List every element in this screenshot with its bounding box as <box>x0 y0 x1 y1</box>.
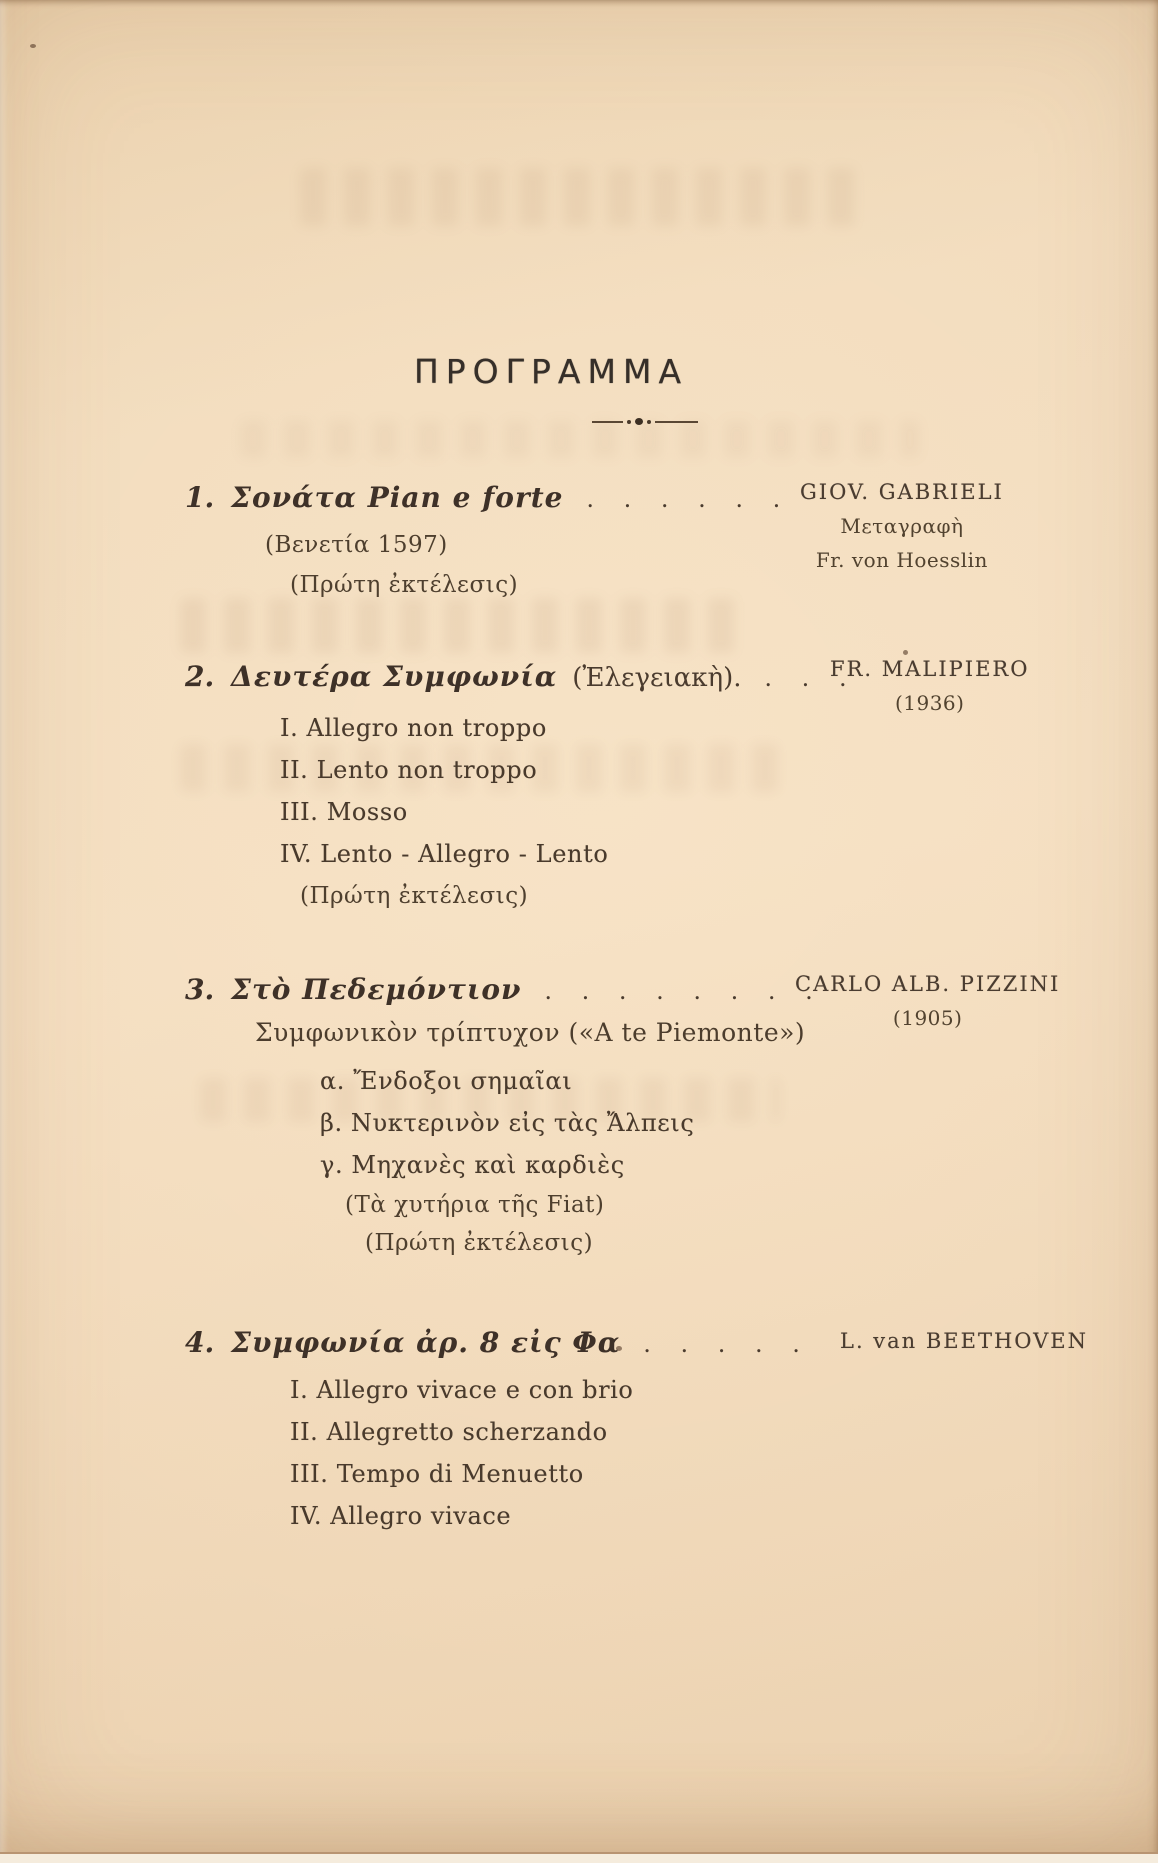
item-number: 1. <box>185 481 215 514</box>
movement-line: γ. Μηχανὲς καὶ καρδιὲς <box>320 1151 625 1179</box>
movement-line: β. Νυκτερινὸν εἰς τὰς Ἄλπεις <box>320 1109 695 1137</box>
work-note: (Βενετία 1597) <box>265 532 448 558</box>
movement-line: IV. Lento - Allegro - Lento <box>280 840 609 868</box>
work-title: Συμφωνία ἀρ. 8 εἰς Φα <box>231 1326 621 1359</box>
program-item-3 <box>0 973 1158 1262</box>
movement-list <box>290 1369 1158 1537</box>
movement-line: I. Allegro vivace e con brio <box>290 1376 634 1404</box>
composer-name: GIOV. GABRIELI <box>800 480 1004 504</box>
item-number: 4. <box>185 1326 215 1359</box>
movement-list <box>280 707 1158 875</box>
composer-note: Fr. von Hoesslin <box>815 548 988 572</box>
divider-dot <box>635 418 643 425</box>
composer-block <box>800 477 1004 575</box>
page-title: ΠΡΟΓΡΑΜΜΑ <box>413 352 689 391</box>
movement-line: III. Mosso <box>280 798 408 826</box>
divider-line <box>592 421 623 423</box>
work-note: (Πρώτη ἐκτέλεσις) <box>290 572 519 598</box>
program-item-1 <box>0 481 1158 598</box>
program-item-heading <box>185 481 1158 516</box>
movement-line: IV. Allegro vivace <box>290 1502 512 1530</box>
composer-block <box>830 654 1029 718</box>
composer-note: (1936) <box>894 691 965 715</box>
scan-bottom-edge <box>0 1852 1158 1863</box>
composer-note: Μεταγραφὴ <box>840 514 964 538</box>
composer-block <box>795 969 1060 1033</box>
item-number: 3. <box>185 973 215 1006</box>
composer-block <box>840 1326 1088 1356</box>
movement-line: II. Allegretto scherzando <box>290 1418 608 1446</box>
program-item-2 <box>0 657 1158 915</box>
movement-list <box>320 1060 1158 1186</box>
leader-dots: . . . . . <box>643 1330 811 1358</box>
work-title-suffix: (Ἐλεγειακὴ). <box>572 663 742 693</box>
composer-name: L. van BEETHOVEN <box>840 1329 1089 1353</box>
work-note: (Πρώτη ἐκτέλεσις) <box>300 883 529 909</box>
leader-dots: . . . . . . <box>586 485 792 513</box>
movement-line: II. Lento non troppo <box>280 756 538 784</box>
work-note: (Πρώτη ἐκτέλεσις) <box>365 1230 594 1256</box>
leader-dots: . . . . . . . . <box>544 977 824 1005</box>
work-title: Στὸ Πεδεμόντιον <box>231 973 522 1006</box>
work-title: Δευτέρα Συμφωνία <box>231 660 558 693</box>
composer-note: (1905) <box>892 1006 963 1030</box>
movement-line: I. Allegro non troppo <box>280 714 547 742</box>
work-subtitle: Συμφωνικὸν τρίπτυχον («A te Piemonte») <box>255 1018 806 1047</box>
work-note: (Τὰ χυτήρια τῆς Fiat) <box>345 1192 605 1218</box>
work-title: Σονάτα Pian e forte <box>231 481 564 514</box>
divider-dot <box>627 420 631 424</box>
program-item-4 <box>0 1326 1158 1537</box>
leader-dots: . . . <box>764 664 858 692</box>
movement-line: III. Tempo di Menuetto <box>290 1460 584 1488</box>
item-number: 2. <box>185 660 215 693</box>
movement-line: α. Ἔνδοξοι σημαῖαι <box>320 1067 573 1095</box>
divider-dot <box>647 420 651 424</box>
composer-name: FR. MALIPIERO <box>830 657 1030 681</box>
composer-name: CARLO ALB. PIZZINI <box>795 972 1061 996</box>
divider-line <box>655 421 698 423</box>
title-divider <box>592 418 698 425</box>
